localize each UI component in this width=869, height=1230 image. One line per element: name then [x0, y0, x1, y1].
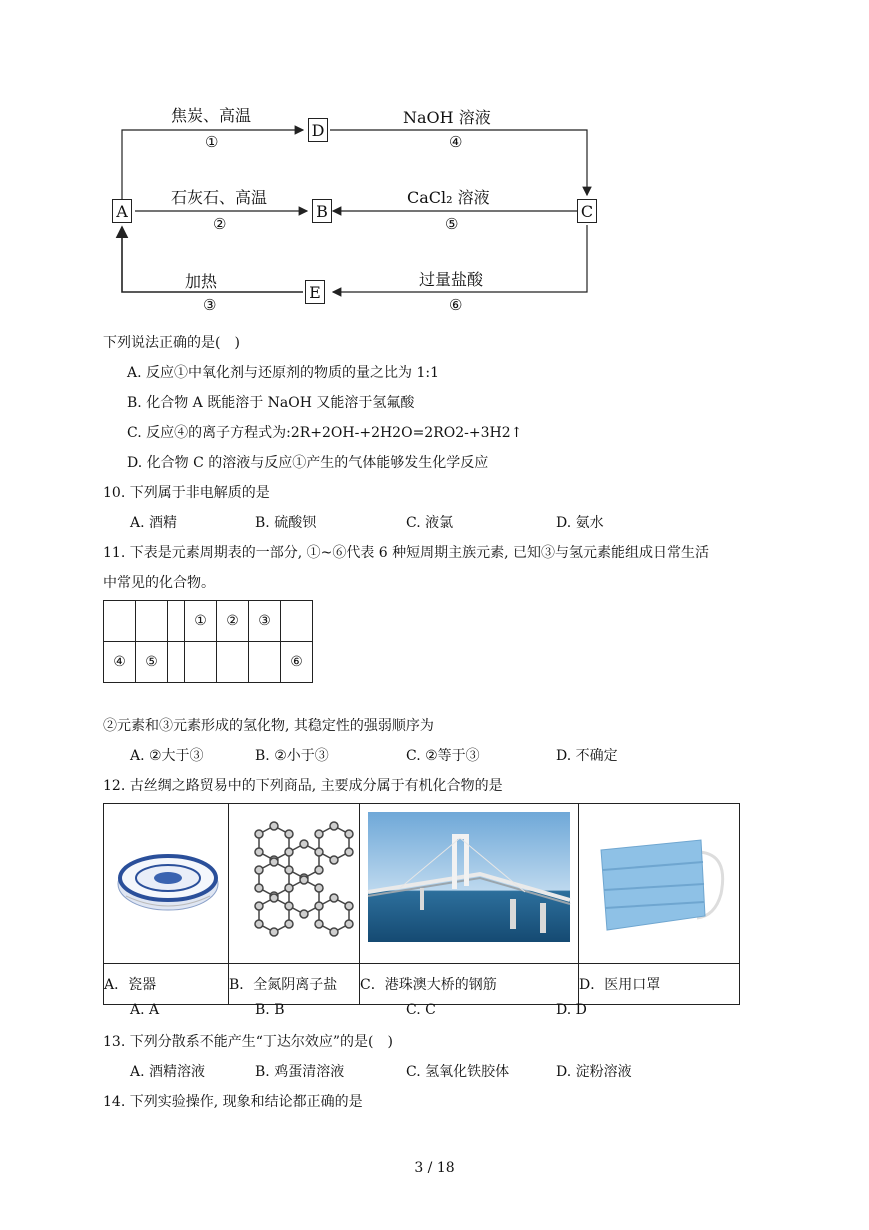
- q9-stem: 下列说法正确的是( ): [103, 335, 240, 351]
- table-row: [104, 601, 313, 642]
- q9-option-a: A. 反应①中氧化剂与还原剂的物质的量之比为 1:1: [127, 365, 439, 381]
- lattice-image-cell: [229, 804, 360, 964]
- node-b: B: [312, 199, 332, 223]
- table-row: [104, 964, 740, 1005]
- edge-5-num: ⑤: [445, 215, 459, 233]
- bridge-photo-icon: [360, 804, 578, 959]
- goods-table: [103, 803, 740, 1005]
- mask-image-cell: [579, 804, 740, 964]
- q14-stem: 14. 下列实验操作, 现象和结论都正确的是: [103, 1094, 363, 1110]
- edge-4-num: ④: [449, 133, 463, 151]
- table-row: [104, 804, 740, 964]
- edge-5-label: CaCl₂ 溶液: [407, 188, 490, 207]
- q11-option-b: B. ②小于③: [255, 748, 329, 764]
- q13-option-c: C. 氢氧化铁胶体: [406, 1064, 510, 1080]
- q9-option-d: D. 化合物 C 的溶液与反应①产生的气体能够发生化学反应: [127, 455, 489, 471]
- table-cell: [104, 601, 136, 642]
- q13-option-b: B. 鸡蛋清溶液: [255, 1064, 345, 1080]
- q13-stem: 13. 下列分散系不能产生“丁达尔效应”的是( ): [103, 1034, 393, 1050]
- node-e: E: [305, 280, 325, 304]
- q10-option-b: B. 硫酸钡: [255, 515, 317, 531]
- medical-mask-icon: [579, 804, 737, 959]
- q13-option-a: A. 酒精溶液: [130, 1064, 206, 1080]
- q10-stem: 10. 下列属于非电解质的是: [103, 485, 270, 501]
- q10-option-d: D. 氨水: [556, 515, 604, 531]
- q11-option-d: D. 不确定: [556, 748, 618, 764]
- q10-option-c: C. 液氯: [406, 515, 454, 531]
- caption-c: C．港珠澳大桥的钢筋: [360, 964, 579, 1005]
- q12-option-b: B. B: [255, 1002, 285, 1018]
- edge-6-label: 过量盐酸: [419, 270, 484, 289]
- q12-option-c: C. C: [406, 1002, 436, 1018]
- table-cell: [281, 601, 313, 642]
- edge-3-num: ③: [203, 296, 217, 314]
- q9-option-c: C. 反应④的离子方程式为:2R+2OH-+2H2O=2RO2-+3H2↑: [127, 425, 523, 441]
- caption-d: D．医用口罩: [579, 964, 740, 1005]
- caption-b: B．全氮阴离子盐: [229, 964, 360, 1005]
- node-d: D: [308, 118, 328, 142]
- q11-option-c: C. ②等于③: [406, 748, 480, 764]
- edge-6-num: ⑥: [449, 296, 463, 314]
- q13-option-d: D. 淀粉溶液: [556, 1064, 632, 1080]
- q11-stem-line1: 11. 下表是元素周期表的一部分, ①~⑥代表 6 种短周期主族元素, 已知③与氢元素能组成日常生活: [103, 545, 710, 561]
- table-cell: [249, 642, 281, 683]
- q11-stem-line2: 中常见的化合物。: [103, 575, 215, 591]
- molecular-lattice-icon: [229, 804, 359, 959]
- q12-option-a: A. A: [130, 1002, 160, 1018]
- table-cell: ①: [185, 601, 217, 642]
- edge-2-num: ②: [213, 215, 227, 233]
- edge-1-label: 焦炭、高温: [171, 106, 252, 125]
- table-cell: ④: [104, 642, 136, 683]
- edge-2-label: 石灰石、高温: [171, 188, 268, 207]
- table-row: [104, 642, 313, 683]
- q9-option-b: B. 化合物 A 既能溶于 NaOH 又能溶于氢氟酸: [127, 395, 415, 411]
- porcelain-image-cell: [104, 804, 229, 964]
- q11-question: ②元素和③元素形成的氢化物, 其稳定性的强弱顺序为: [103, 718, 434, 734]
- porcelain-dish-icon: [104, 804, 228, 959]
- table-cell: [217, 642, 249, 683]
- edge-3-label: 加热: [185, 272, 218, 291]
- q12-stem: 12. 古丝绸之路贸易中的下列商品, 主要成分属于有机化合物的是: [103, 778, 503, 794]
- table-cell: [185, 642, 217, 683]
- table-cell: [136, 601, 168, 642]
- q10-option-a: A. 酒精: [130, 515, 178, 531]
- periodic-table-fragment: [103, 600, 313, 683]
- caption-a: A．瓷器: [104, 964, 229, 1005]
- table-cell: ②: [217, 601, 249, 642]
- table-cell: [168, 642, 185, 683]
- q11-option-a: A. ②大于③: [130, 748, 204, 764]
- table-cell: ③: [249, 601, 281, 642]
- bridge-image-cell: [360, 804, 579, 964]
- reaction-flow-diagram: [105, 95, 610, 320]
- table-cell: ⑥: [281, 642, 313, 683]
- q12-option-d: D. D: [556, 1002, 587, 1018]
- page-number: 3 / 18: [414, 1160, 455, 1176]
- table-cell: ⑤: [136, 642, 168, 683]
- edge-4-label: NaOH 溶液: [403, 108, 491, 127]
- edge-1-num: ①: [205, 133, 219, 151]
- node-a: A: [112, 199, 132, 223]
- table-cell: [168, 601, 185, 642]
- node-c: C: [577, 199, 597, 223]
